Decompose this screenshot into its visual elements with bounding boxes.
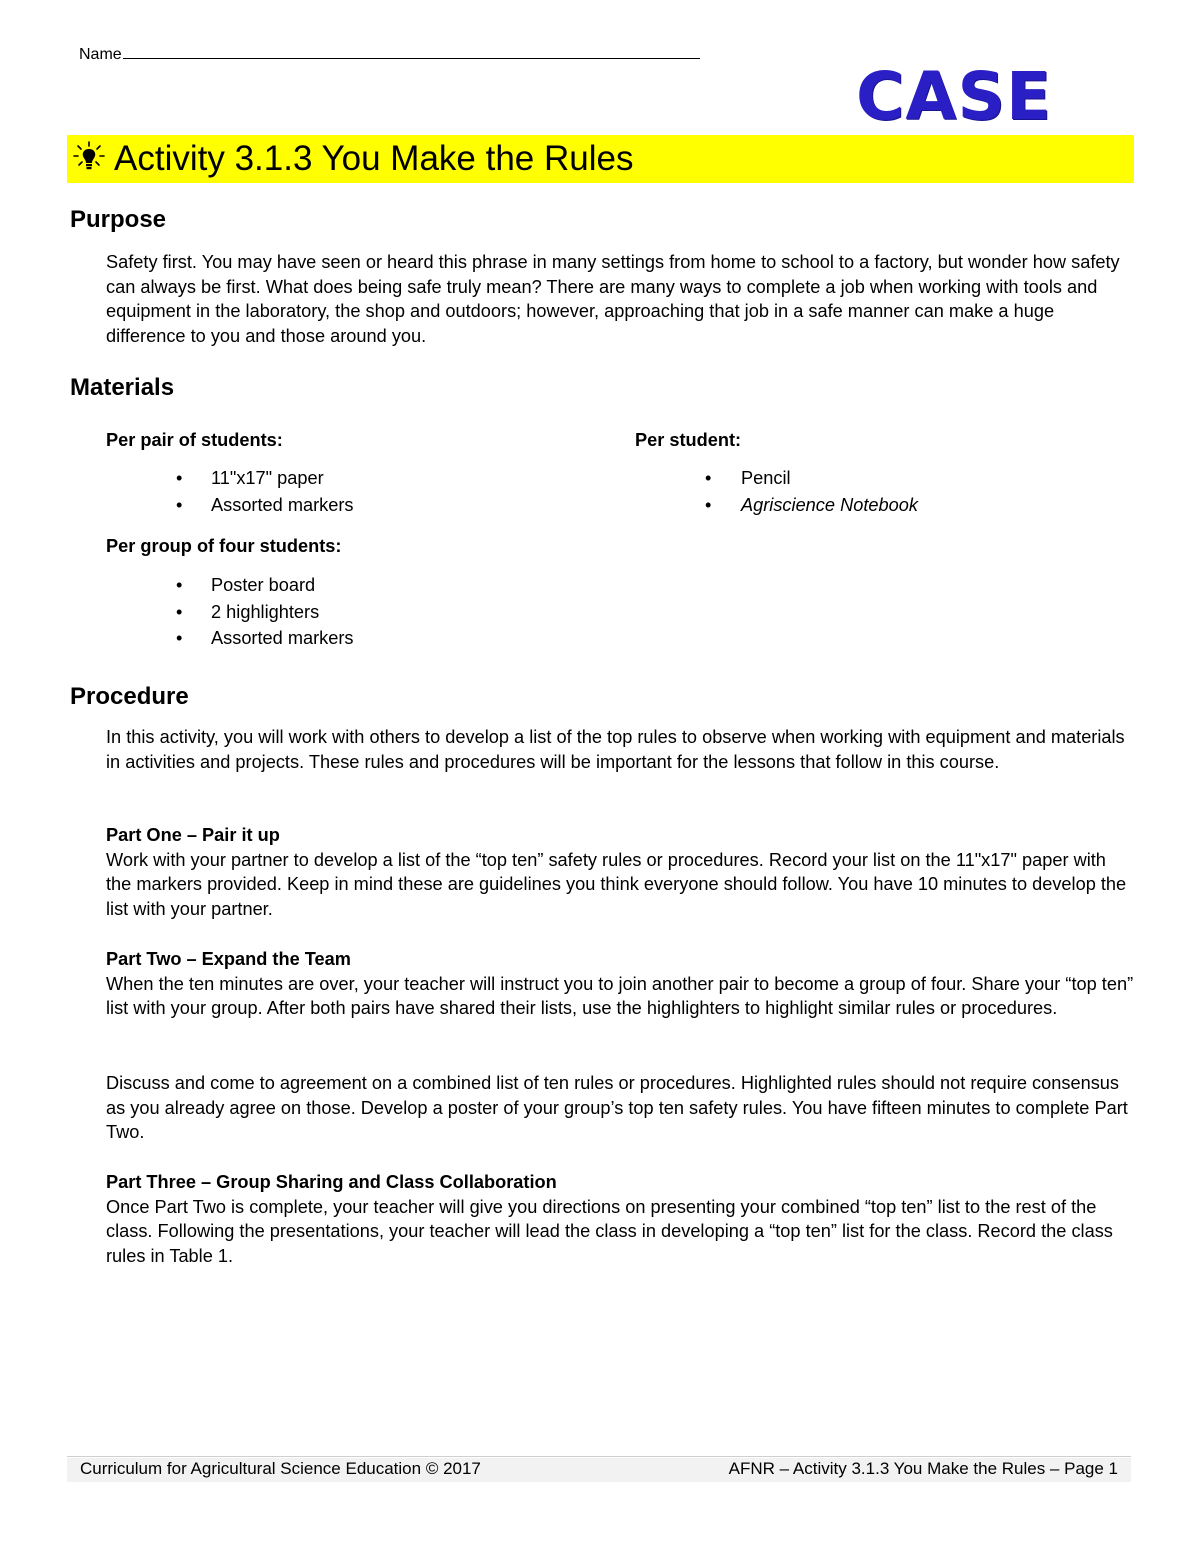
material-label: 2 highlighters [211, 601, 320, 622]
part-three-body: Once Part Two is complete, your teacher will give you directions on presenting your combined “top ten” list to the rest of the class. Following the presentations, your teacher will lead the class in developing a “top ten” list for the class. Record the class rules in Table 1. [106, 1196, 1113, 1266]
bullet-icon: • [176, 494, 183, 515]
part-three-heading: Part Three – Group Sharing and Class Collaboration [106, 1172, 557, 1192]
list-item [635, 465, 918, 492]
footer-page-info: AFNR – Activity 3.1.3 You Make the Rules – Page 1 [728, 1459, 1118, 1478]
bullet-icon: • [176, 628, 183, 648]
part-two-body-continued: Discuss and come to agreement on a combined list of ten rules or procedures. Highlighted rules should not require consensus as you already agree on those. Develop a poster of your group’s top ten safety rules. You have fifteen minutes to complete Part Two. [106, 1073, 1128, 1143]
bullet-icon: • [705, 494, 712, 515]
materials-heading: Materials [70, 374, 175, 401]
bullet-icon: • [176, 601, 183, 622]
part-three-section [106, 1170, 1136, 1268]
page-title: Activity 3.1.3 You Make the Rules [114, 139, 634, 178]
bullet-icon: • [705, 468, 712, 488]
purpose-paragraph: Safety first. You may have seen or heard this phrase in many settings from home to school to a factory, but wonder how safety can always be first. What does being safe truly mean? There are many ways to complete a job when working with tools and equipment in the laboratory, the shop and outdoors; however, approaching that job in a safe manner can make a huge difference to you and those around you. [106, 252, 1120, 346]
per-group-list [106, 572, 354, 652]
part-one-heading: Part One – Pair it up [106, 825, 280, 845]
list-item [106, 492, 354, 519]
procedure-heading: Procedure [70, 683, 189, 710]
list-item [106, 465, 354, 492]
material-label: Assorted markers [211, 628, 354, 648]
per-group-heading: Per group of four students: [106, 536, 342, 556]
footer-divider [67, 1456, 1131, 1457]
material-label: Agriscience Notebook [741, 494, 918, 515]
part-one-section [106, 823, 1136, 921]
per-pair-heading: Per pair of students: [106, 430, 283, 450]
material-label: 11"x17" paper [211, 468, 324, 488]
part-one-body: Work with your partner to develop a list of the “top ten” safety rules or procedures. Record your list on the 11"x17" paper with the markers provided. Keep in mind these are guidelines you think everyone should follow. You have 10 minutes to develop the list with your partner. [106, 849, 1127, 919]
per-student-heading: Per student: [635, 430, 742, 450]
part-two-section [106, 947, 1136, 1021]
material-label: Poster board [211, 575, 316, 595]
material-label: Assorted markers [211, 494, 354, 515]
name-label: Name [79, 46, 122, 63]
name-field[interactable] [79, 44, 700, 64]
material-label: Pencil [741, 468, 791, 488]
name-line[interactable] [123, 44, 700, 59]
part-two-heading: Part Two – Expand the Team [106, 949, 351, 969]
procedure-intro: In this activity, you will work with others to develop a list of the top rules to observe when working with equipment and materials in activities and projects. These rules and procedures will be important for the lessons that follow in this course. [106, 727, 1125, 772]
per-pair-list [106, 465, 354, 518]
list-item [635, 492, 918, 519]
lightbulb-icon [72, 140, 106, 174]
purpose-heading: Purpose [70, 206, 167, 233]
bullet-icon: • [176, 575, 183, 595]
case-logo: CASE [856, 58, 1053, 135]
list-item [106, 572, 354, 599]
bullet-icon: • [176, 468, 183, 488]
part-two-body: When the ten minutes are over, your teacher will instruct you to join another pair to become a group of four. Share your “top ten” list with your group. After both pairs have shared their lists, use the highlighters to highlight similar rules or procedures. [106, 973, 1134, 1019]
per-student-list [635, 465, 918, 518]
footer-copyright: Curriculum for Agricultural Science Education © 2017 [80, 1459, 481, 1478]
list-item [106, 625, 354, 652]
list-item [106, 599, 354, 626]
